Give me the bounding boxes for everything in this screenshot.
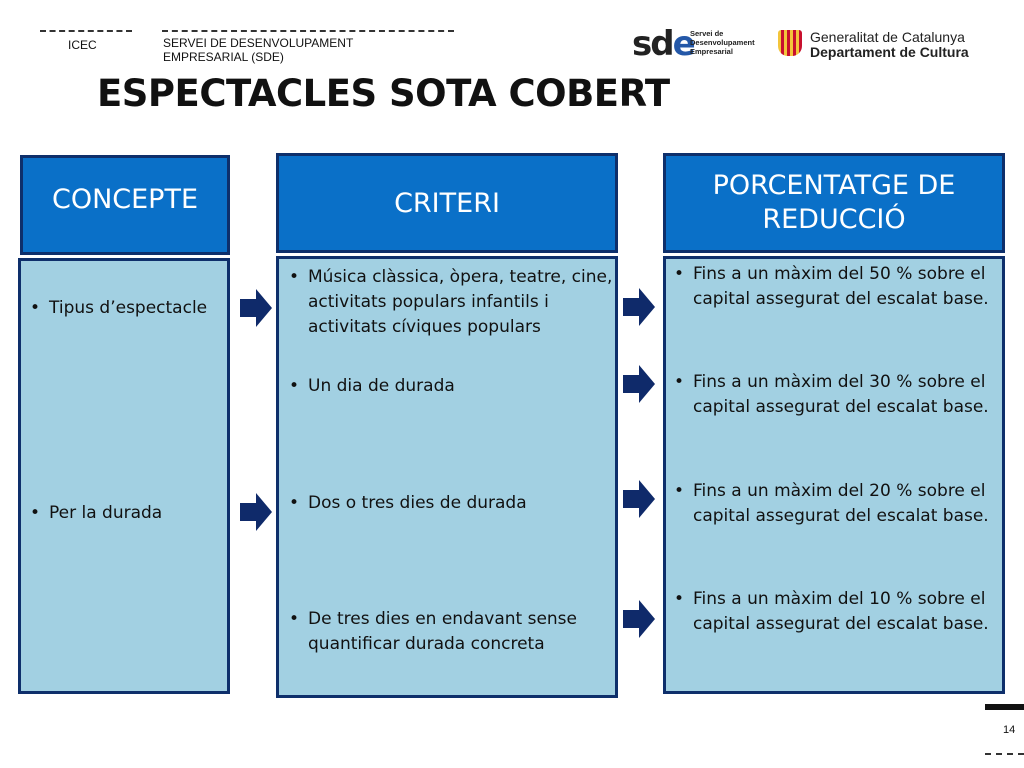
criteri-item-1: • Música clàssica, òpera, teatre, cine, activitats populars infantils i activitats cíviques populars	[308, 265, 613, 340]
concepte-header-label: CONCEPTE	[51, 184, 199, 215]
header-divider-right	[162, 30, 454, 32]
sde-logo-sub3: Empresarial	[690, 47, 733, 56]
concepte-item-1: • Tipus d’espectacle	[49, 296, 224, 321]
sde-logo-sd: sd	[632, 24, 673, 64]
concepte-item-2: • Per la durada	[49, 501, 224, 526]
footer-bar	[985, 704, 1024, 710]
sde-logo-sub2: Desenvolupament	[690, 38, 755, 47]
generalitat-logo	[778, 28, 998, 64]
sde-logo-word	[632, 24, 694, 64]
sde-logo-e: e	[672, 24, 694, 64]
senyera-icon	[778, 30, 802, 56]
arrow-right-icon	[623, 480, 655, 518]
sde-logo	[632, 24, 762, 66]
criteri-header-label: CRITERI	[394, 187, 500, 219]
porcentatge-item-1: • Fins a un màxim del 50 % sobre el capital assegurat del escalat base.	[693, 262, 993, 312]
arrow-right-icon	[623, 600, 655, 638]
page-title: ESPECTACLES SOTA COBERT	[97, 72, 670, 115]
sde-logo-sub1: Servei de	[690, 29, 724, 38]
criteri-header	[276, 153, 618, 253]
arrow-right-icon	[623, 365, 655, 403]
porcentatge-item-2: • Fins a un màxim del 30 % sobre el capital assegurat del escalat base.	[693, 370, 993, 420]
criteri-item-4: • De tres dies en endavant sense quantificar durada concreta	[308, 607, 613, 657]
porcentatge-header	[663, 153, 1005, 253]
concepte-body	[18, 258, 230, 694]
generalitat-line2: Departament de Cultura	[810, 44, 969, 60]
org-sde-name	[163, 36, 353, 64]
criteri-item-2: • Un dia de durada	[308, 374, 613, 399]
sde-logo-subtitle	[690, 29, 755, 56]
porcentatge-item-3: • Fins a un màxim del 20 % sobre el capital assegurat del escalat base.	[693, 479, 993, 529]
footer-divider	[985, 753, 1024, 755]
org-sde-line1: SERVEI DE DESENVOLUPAMENT	[163, 36, 354, 50]
header-divider-left	[40, 30, 132, 32]
porcentatge-header-label: PORCENTATGE DE REDUCCIÓ	[712, 170, 956, 235]
arrow-right-icon	[240, 289, 272, 327]
porcentatge-item-4: • Fins a un màxim del 10 % sobre el capital assegurat del escalat base.	[693, 587, 993, 637]
arrow-right-icon	[623, 288, 655, 326]
criteri-item-3: • Dos o tres dies de durada	[308, 491, 613, 516]
generalitat-line1: Generalitat de Catalunya	[810, 29, 965, 45]
arrow-right-icon	[240, 493, 272, 531]
org-sde-line2: EMPRESARIAL (SDE)	[163, 50, 284, 64]
page-number: 14	[1003, 724, 1016, 736]
org-icec: ICEC	[68, 38, 97, 52]
concepte-header	[20, 155, 230, 255]
